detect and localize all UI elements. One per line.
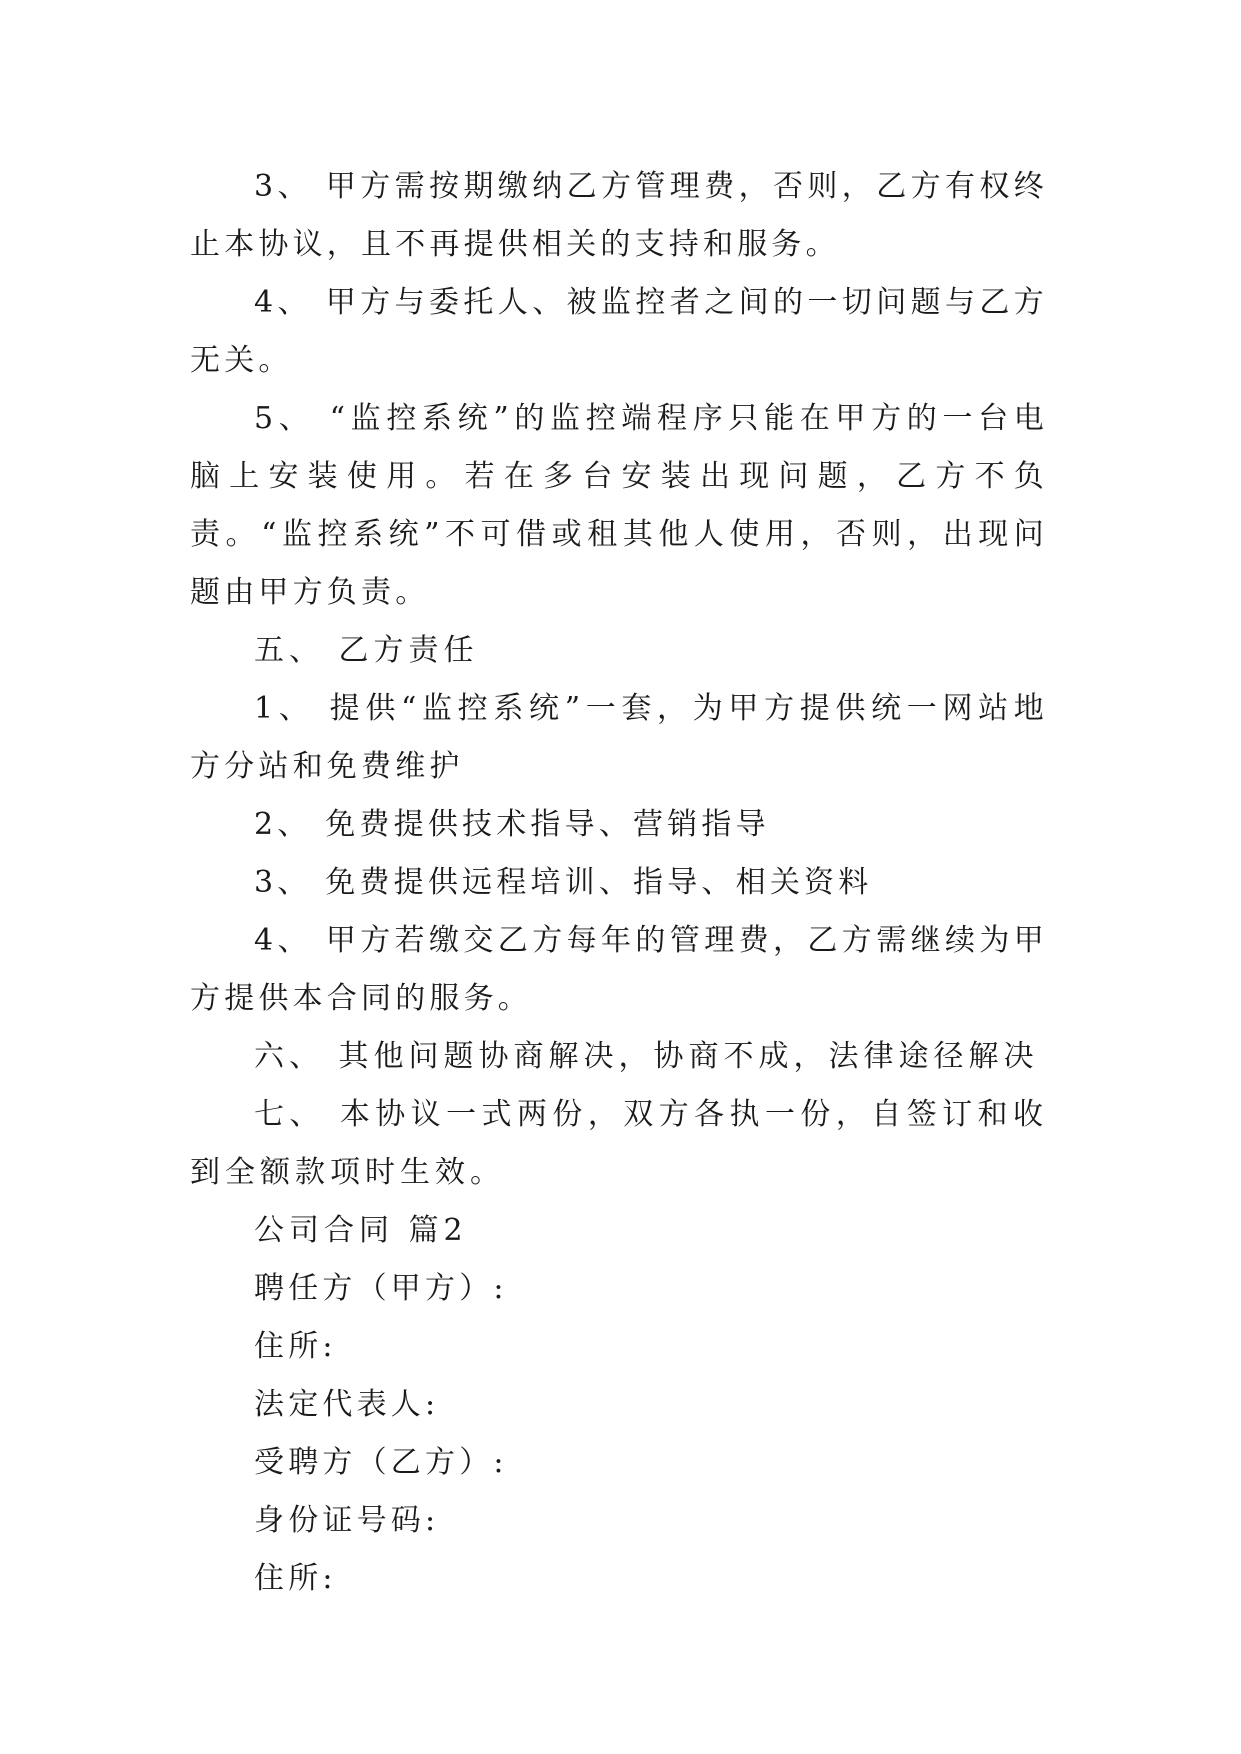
section-6-dispute: 六、 其他问题协商解决，协商不成，法律途径解决	[254, 1039, 1039, 1074]
section-7-copies: 七、 本协议一式两份，双方各执一份，自签订和收到全额款项时生效。	[190, 1097, 1048, 1190]
id-number-label: 身份证号码:	[254, 1503, 440, 1538]
employee-label: 受聘方（乙方）:	[254, 1445, 508, 1480]
clause-3-fee: 3、 甲方需按期缴纳乙方管理费，否则，乙方有权终止本协议，且不再提供相关的支持和服务。	[190, 169, 1048, 262]
duty-2-guidance: 2、 免费提供技术指导、营销指导	[254, 807, 770, 842]
contract-title-2: 公司合同 篇2	[254, 1213, 468, 1248]
clause-4-liability: 4、 甲方与委托人、被监控者之间的一切问题与乙方无关。	[190, 285, 1048, 378]
duty-1-system: 1、 提供“监控系统”一套，为甲方提供统一网站地方分站和免费维护	[190, 691, 1048, 784]
document-body	[190, 158, 1048, 1608]
employer-label: 聘任方（甲方）:	[254, 1271, 508, 1306]
section-heading-party-b-duties: 五、 乙方责任	[254, 633, 479, 668]
employee-address-label: 住所:	[254, 1561, 337, 1596]
duty-4-service: 4、 甲方若缴交乙方每年的管理费，乙方需继续为甲方提供本合同的服务。	[190, 923, 1048, 1016]
employer-address-label: 住所:	[254, 1329, 337, 1364]
legal-representative-label: 法定代表人:	[254, 1387, 440, 1422]
clause-5-installation: 5、 “监控系统”的监控端程序只能在甲方的一台电脑上安装使用。若在多台安装出现问题，乙方不负责。“监控系统”不可借或租其他人使用，否则，出现问题由甲方负责。	[190, 401, 1048, 610]
duty-3-training: 3、 免费提供远程培训、指导、相关资料	[254, 865, 873, 900]
